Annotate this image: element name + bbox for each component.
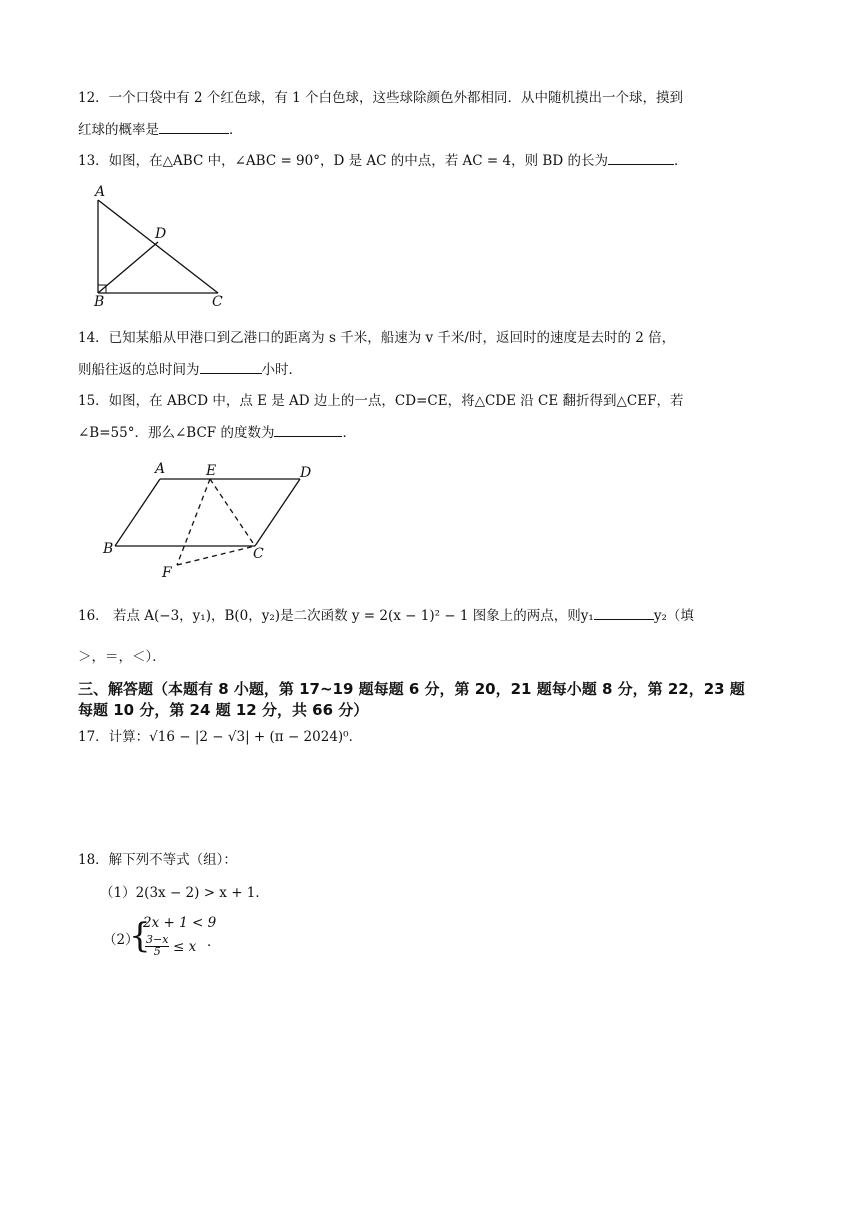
- label-c: C: [253, 546, 264, 562]
- label-e: E: [206, 463, 217, 479]
- label-f: F: [162, 565, 172, 581]
- q18-title: 18．解下列不等式（组）：: [78, 852, 237, 868]
- system-fraction: [145, 934, 169, 958]
- q13-text: [78, 150, 687, 171]
- q15-line1-text: 15．如图，在 ABCD 中，点 E 是 AD 边上的一点，CD=CE，将△CDE 沿 CE 翻折得到△CEF，若: [78, 393, 684, 409]
- label-c: C: [212, 294, 223, 310]
- q13-stem: 13．如图，在△ABC 中，∠ABC = 90°，D 是 AC 的中点，若 AC = 4，则 BD 的长为: [78, 153, 608, 169]
- q12-line1: 12．一个口袋中有 2 个红色球，有 1 个白色球，这些球除颜色外都相同．从中随机摸出一个球，摸到: [78, 90, 684, 106]
- q14-line2: [78, 359, 302, 380]
- q14-line2-text: 则船往返的总时间为: [78, 362, 200, 378]
- label-b: B: [94, 294, 105, 310]
- q16-line1: [78, 605, 694, 626]
- q13-end: ．: [673, 153, 688, 169]
- q12-answer-blank[interactable]: [159, 119, 229, 134]
- q15-line2-text: ∠B=55°．那么∠BCF 的度数为: [78, 425, 275, 441]
- q14-answer-blank[interactable]: [200, 359, 262, 374]
- segment-ac: [98, 200, 218, 293]
- q16-answer-blank[interactable]: [594, 605, 654, 620]
- label-b: B: [103, 541, 114, 557]
- segment-cf: [177, 546, 255, 565]
- q15-parallelogram-figure: [100, 455, 330, 585]
- section3-heading-line2: 每题 10 分，第 24 题 12 分，共 66 分）: [78, 701, 369, 719]
- fraction-numerator: 3−x: [146, 933, 169, 946]
- system-row1: 2x + 1 < 9: [143, 915, 217, 931]
- segment-bd: [98, 242, 158, 293]
- q15-line1: [78, 391, 683, 411]
- segment-cd: [255, 479, 300, 546]
- q15-line2: [78, 422, 356, 443]
- q16-line1-end: y₂（填: [653, 608, 694, 624]
- fraction-denominator: 5: [153, 945, 161, 958]
- q12-line2-text: 红球的概率是: [78, 122, 159, 138]
- q13-triangle-figure: [85, 180, 245, 310]
- label-a: A: [155, 461, 166, 477]
- q14-line1: 14．已知某船从甲港口到乙港口的距离为 s 千米，船速为 v 千米/时，返回时的速度是去时的 2 倍，: [78, 330, 676, 346]
- q16-line1-text: 16． 若点 A(−3，y₁)，B(0，y₂)是二次函数 y = 2(x − 1)² − 1 图象上的两点，则y₁: [78, 608, 594, 624]
- q16-line2: ＞，＝，＜）．: [78, 649, 166, 665]
- q18-part1: （1）2(3x − 2) > x + 1．: [100, 885, 269, 901]
- section3-heading-line1: 三、解答题（本题有 8 小题，第 17~19 题每题 6 分，第 20，21 题每小题 8 分，第 22，23 题: [78, 680, 745, 698]
- segment-ef: [177, 479, 210, 565]
- q14-line2-end: 小时．: [261, 362, 302, 378]
- q12-line2: [78, 119, 243, 140]
- segment-ce: [210, 479, 255, 546]
- system-row2-rest: ≤ x: [173, 939, 197, 955]
- q12-line2-end: ．: [229, 122, 243, 138]
- q17-text: 17．计算：√16 − |2 − √3| + (π − 2024)⁰．: [78, 729, 363, 745]
- q15-answer-blank[interactable]: [274, 422, 342, 437]
- q18-part2-label: （2）: [103, 932, 139, 948]
- q13-answer-blank[interactable]: [608, 150, 674, 165]
- q18-part2-end: ．: [207, 934, 221, 950]
- system-brace: {: [129, 916, 151, 956]
- label-d: D: [300, 465, 312, 481]
- segment-ab: [115, 479, 160, 546]
- label-a: A: [95, 184, 106, 200]
- q15-line2-end: ．: [342, 425, 356, 441]
- label-d: D: [155, 226, 167, 242]
